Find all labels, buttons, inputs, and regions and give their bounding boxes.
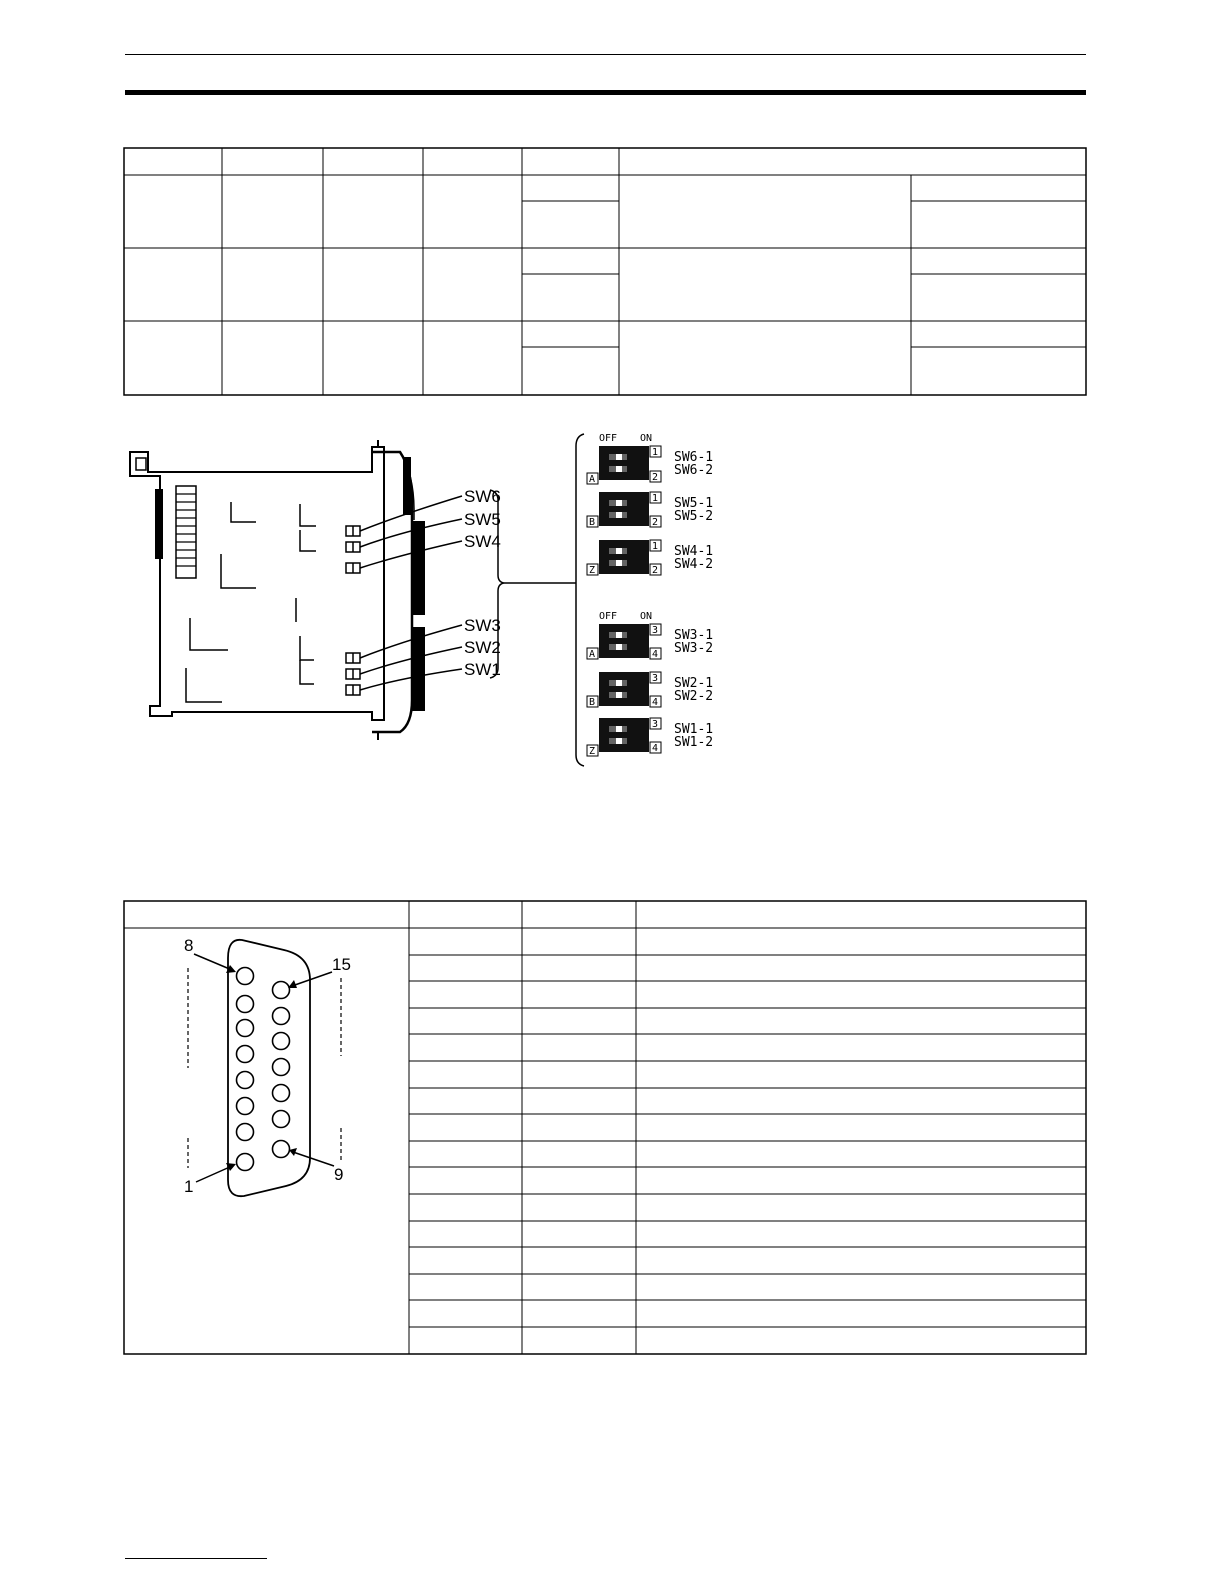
callout-sw1: SW1 xyxy=(464,660,501,679)
switch-letter: Z xyxy=(589,565,596,576)
switch-letter: B xyxy=(589,697,596,708)
switch-letter: A xyxy=(589,474,596,485)
switch-label-2: SW4-2 xyxy=(674,557,714,572)
on-label-bottom: ON xyxy=(640,611,653,622)
callout-sw3: SW3 xyxy=(464,616,501,635)
on-label-top: ON xyxy=(640,433,653,444)
pin-label-1: 1 xyxy=(184,1177,194,1196)
switch-letter: B xyxy=(589,517,596,528)
switch-label-1: SW5-1 xyxy=(674,496,714,511)
dip-switch-sw1 xyxy=(587,718,713,757)
off-label-bottom: OFF xyxy=(599,611,618,622)
switch-label-1: SW2-1 xyxy=(674,676,714,691)
pin-label-15: 15 xyxy=(332,955,351,974)
switch-bottom-num: 4 xyxy=(652,649,659,660)
switch-label-2: SW2-2 xyxy=(674,689,714,704)
board-drawing xyxy=(130,434,584,766)
switch-bottom-num: 2 xyxy=(652,565,659,576)
dip-switch-sw4 xyxy=(587,540,713,576)
switch-callouts xyxy=(464,487,501,679)
switch-top-num: 1 xyxy=(652,447,659,458)
switch-top-num: 1 xyxy=(652,493,659,504)
switch-settings-table xyxy=(124,148,1086,395)
switch-label-1: SW6-1 xyxy=(674,450,714,465)
dip-switch-sw5 xyxy=(587,492,713,528)
pin-label-8: 8 xyxy=(184,936,194,955)
switch-details xyxy=(587,433,713,757)
callout-sw5: SW5 xyxy=(464,510,501,529)
switch-label-2: SW3-2 xyxy=(674,641,714,656)
callout-sw4: SW4 xyxy=(464,532,501,551)
switch-label-2: SW5-2 xyxy=(674,509,714,524)
callout-sw6: SW6 xyxy=(464,487,501,506)
switch-label-1: SW4-1 xyxy=(674,544,714,559)
footer-rule xyxy=(125,1558,267,1559)
switch-top-num: 3 xyxy=(652,719,659,730)
dip-switch-sw3 xyxy=(587,624,713,660)
switch-bottom-num: 4 xyxy=(652,743,659,754)
dip-switch-sw6 xyxy=(587,446,713,485)
switch-top-num: 3 xyxy=(652,673,659,684)
switch-bottom-num: 2 xyxy=(652,517,659,528)
connector-pin-table xyxy=(124,901,1086,1354)
off-label-top: OFF xyxy=(599,433,618,444)
pin-label-9: 9 xyxy=(334,1165,344,1184)
switch-label-2: SW6-2 xyxy=(674,463,714,478)
dsub-pin-numbers xyxy=(184,936,351,1196)
dip-switch-sw2 xyxy=(587,672,713,708)
switch-top-num: 3 xyxy=(652,625,659,636)
switch-bottom-num: 2 xyxy=(652,472,659,483)
callout-sw2: SW2 xyxy=(464,638,501,657)
switch-letter: Z xyxy=(589,746,596,757)
switch-label-2: SW1-2 xyxy=(674,735,714,750)
switch-label-1: SW3-1 xyxy=(674,628,714,643)
switch-letter: A xyxy=(589,649,596,660)
switch-top-num: 1 xyxy=(652,541,659,552)
switch-bottom-num: 4 xyxy=(652,697,659,708)
switch-label-1: SW1-1 xyxy=(674,722,714,737)
